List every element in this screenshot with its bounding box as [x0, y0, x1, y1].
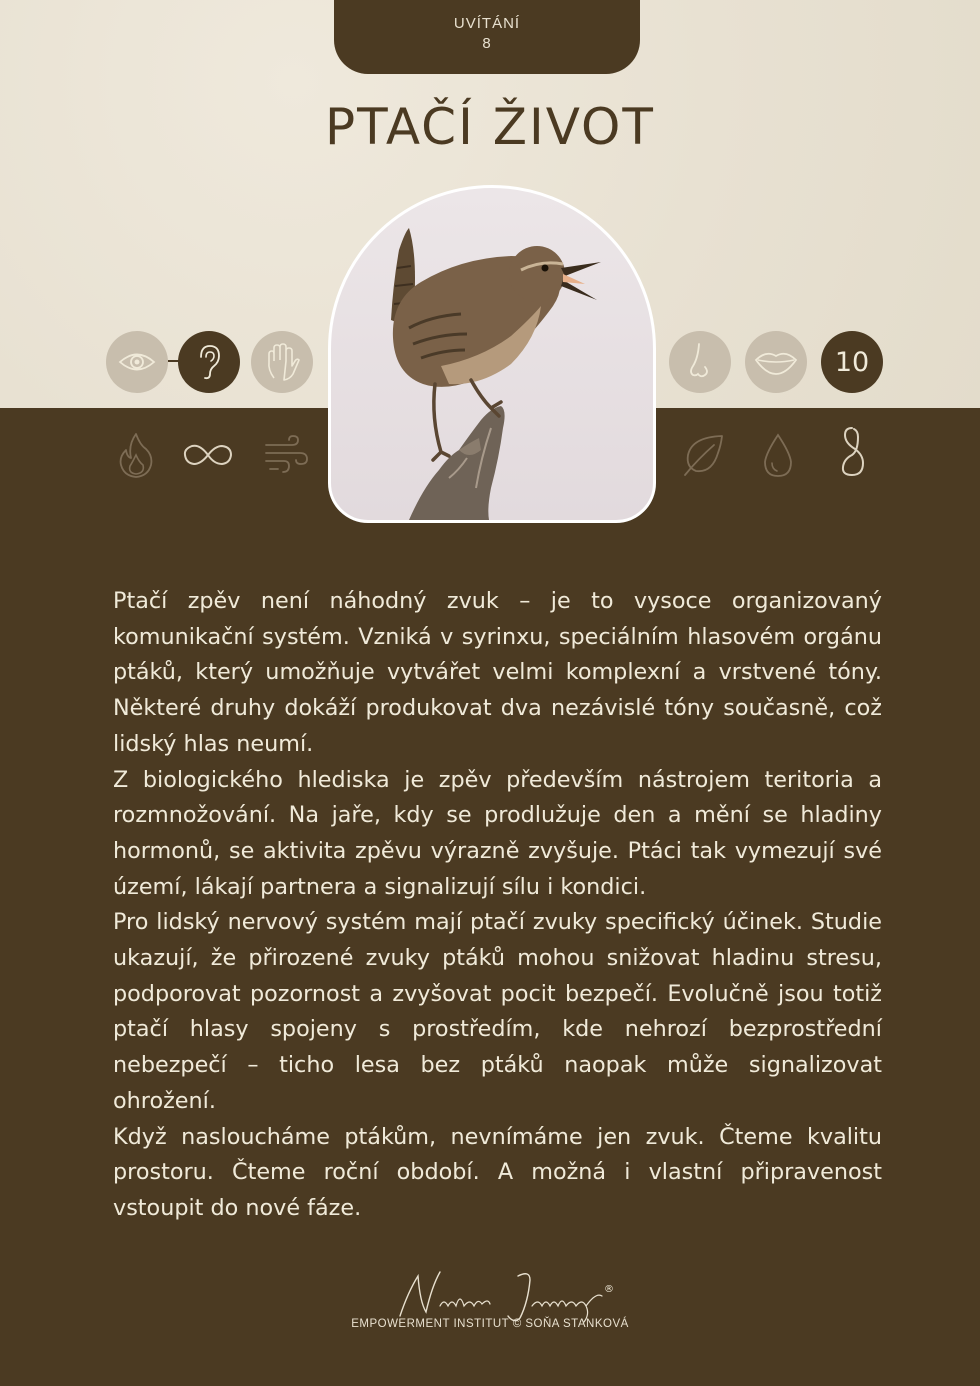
- article-body: [113, 584, 882, 1227]
- wind-icon: [258, 427, 314, 483]
- infinity-icon: [180, 427, 236, 483]
- page-number: 8: [482, 35, 492, 52]
- card-number: 10: [834, 346, 870, 378]
- page-title: PTAČÍ ŽIVOT: [325, 98, 655, 156]
- paragraph-1: Ptačí zpěv není náhodný zvuk – je to vysoce organizovaný komunikační systém. Vzniká v syrinxu, speciálním hlasovém orgánu ptáků, který umožňuje vytvářet velmi komplexní a vrstvené tóny. Některé druhy dokáží produkovat dva nezávislé tóny současně, což lidský hlas neumí.: [113, 588, 882, 757]
- paragraph-4: Když nasloucháme ptákům, nevnímáme jen zvuk. Čteme kvalitu prostoru. Čteme roční období. A možná i vlastní připravenost vstoupit do nové fáze.: [113, 1123, 882, 1221]
- nose-icon: [669, 331, 731, 393]
- spiral-icon: [824, 424, 880, 480]
- header-tab: [334, 0, 640, 74]
- bird-photo: [328, 185, 656, 523]
- footer: [0, 1262, 980, 1342]
- nature-journey-logo: [390, 1262, 620, 1326]
- fire-icon: [108, 427, 164, 483]
- mouth-icon: [745, 331, 807, 393]
- registered-mark: ®: [604, 1284, 614, 1295]
- section-label: UVÍTÁNÍ: [453, 15, 521, 32]
- paragraph-2: Z biologického hlediska je zpěv především nástrojem teritoria a rozmnožování. Na jaře, kdy se prodlužuje den a mění se hladiny hormonů, se aktivita zpěvu výrazně zvyšuje. Ptáci tak vymezují své území, lákají partnera a signalizují sílu i kondici.: [113, 766, 882, 900]
- hand-icon: [251, 331, 313, 393]
- card-number-badge: [821, 331, 883, 393]
- water-drop-icon: [750, 427, 806, 483]
- ear-icon: [178, 331, 240, 393]
- paragraph-3: Pro lidský nervový systém mají ptačí zvuky specifický účinek. Studie ukazují, že přirozené zvuky ptáků mohou snižovat hladinu stresu, podporovat pozornost a zvyšovat pocit bezpečí. Evolučně jsou totiž ptačí hlasy spojeny s prostředím, kde nehrozí bezprostřední nebezpečí – ticho lesa bez ptáků naopak může signalizovat ohrožení.: [113, 909, 882, 1114]
- organization-credit: EMPOWERMENT INSTITUT © SOŇA STANKOVÁ: [351, 1318, 629, 1330]
- eye-icon: [106, 331, 168, 393]
- leaf-icon: [676, 427, 732, 483]
